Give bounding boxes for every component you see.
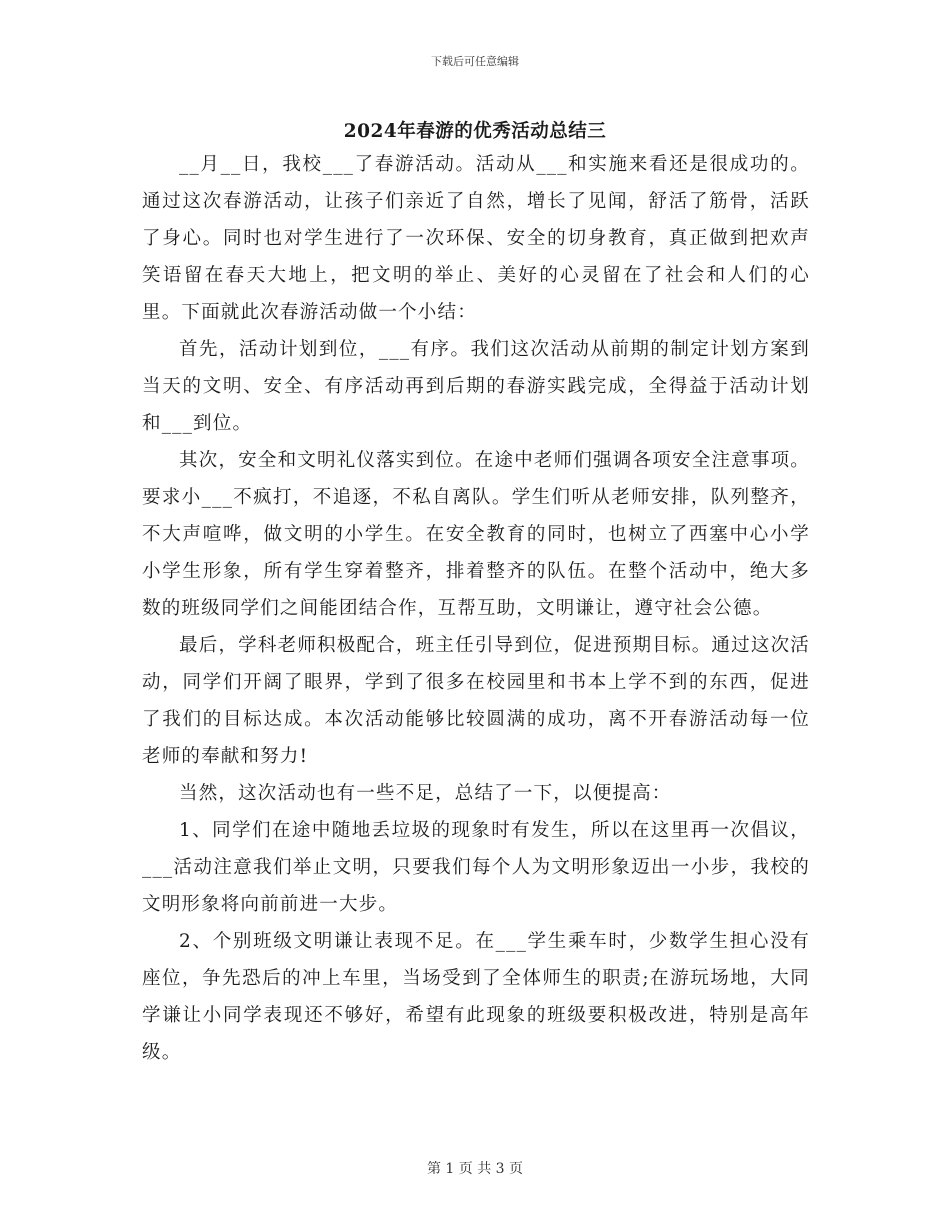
document-title: 2024年春游的优秀活动总结三 (343, 121, 607, 142)
paragraph-shortcoming-1: 1、同学们在途中随地丢垃圾的现象时有发生，所以在这里再一次倡议，___活动注意我们举止文明，只要我们每个人为文明形象迈出一小步，我校的文明形象将向前前进一大步。 (142, 820, 810, 915)
page-header-note: 下载后可任意编辑 (431, 55, 519, 68)
paragraph-second: 其次，安全和文明礼仪落实到位。在途中老师们强调各项安全注意事项。要求小___不疯打，不追逐，不私自离队。学生们听从老师安排，队列整齐，不大声喧哗，做文明的小学生。在安全教育的同时，也树立了西塞中心小学小学生形象，所有学生穿着整齐，排着整齐的队伍。在整个活动中，绝大多数的班级同学们之间能团结合作，互帮互助，文明谦让，遵守社会公德。 (142, 450, 810, 619)
page-footer-indicator: 第 1 页 共 3 页 (426, 1161, 524, 1177)
document-body (142, 146, 810, 1071)
paragraph-shortcomings-intro: 当然，这次活动也有一些不足，总结了一下，以便提高： (179, 783, 672, 804)
paragraph-intro: __月__日，我校___了春游活动。活动从___和实施来看还是很成功的。通过这次春游活动，让孩子们亲近了自然，增长了见闻，舒活了筋骨，活跃了身心。同时也对学生进行了一次环保、安全的切身教育，真正做到把欢声笑语留在春天大地上，把文明的举止、美好的心灵留在了社会和人们的心里。下面就此次春游活动做一个小结： (142, 154, 810, 323)
paragraph-last: 最后，学科老师积极配合，班主任引导到位，促进预期目标。通过这次活动，同学们开阔了眼界，学到了很多在校园里和书本上学不到的东西，促进了我们的目标达成。本次活动能够比较圆满的成功，离不开春游活动每一位老师的奉献和努力! (142, 635, 810, 767)
paragraph-first: 首先，活动计划到位，___有序。我们这次活动从前期的制定计划方案到当天的文明、安全、有序活动再到后期的春游实践完成，全得益于活动计划和___到位。 (142, 339, 810, 434)
paragraph-shortcoming-2: 2、个别班级文明谦让表现不足。在___学生乘车时，少数学生担心没有座位，争先恐后的冲上车里，当场受到了全体师生的职责;在游玩场地，大同学谦让小同学表现还不够好，希望有此现象的班级要积极改进，特别是高年级。 (142, 931, 810, 1063)
